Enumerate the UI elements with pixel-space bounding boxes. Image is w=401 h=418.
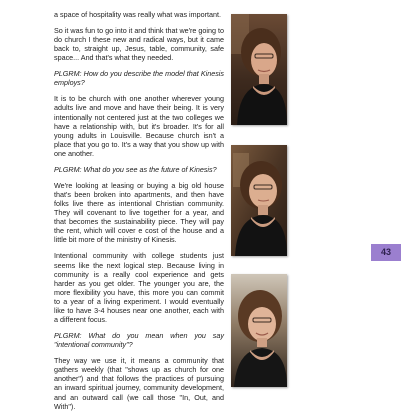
- interview-question-2: PLGRM: What do you see as the future of Kinesis?: [54, 164, 217, 174]
- portrait-2-image: [231, 145, 287, 256]
- interview-question-1: PLGRM: How do you describe the model that Kinesis employs?: [54, 69, 224, 88]
- interview-text-column: [54, 10, 224, 418]
- portrait-photo-1: [231, 14, 287, 125]
- paragraph-1: a space of hospitality was really what was important.: [54, 10, 221, 19]
- paragraph-3: It is to be church with one another wherever young adults live and move and have their being. It is very intentionally not centered just at the two colleges we have a relationship with, but it's broader. It's for all young adults in Louisville. Because church isn't a place that you go to. It's a way that you show up with one another.: [54, 94, 224, 158]
- paragraph-5: Intentional community with college students just seems like the next logical step. Because living in community is a really cool experience and gets harder as you get older. The younger you are, the more flexibility you have, this more you can commit to a year of a living experiment. I would eventually like to have 3-4 houses near one another, each with a different focus.: [54, 251, 224, 325]
- portrait-1-image: [231, 14, 287, 125]
- paragraph-2: So it was fun to go into it and think that we're going to do church I these new and radical ways, but it came back to, straight up, Jesus, table, community, safe space... And that's what they needed.: [54, 25, 224, 63]
- portrait-photo-2: [231, 145, 287, 256]
- paragraph-6: They way we use it, it means a community that gathers weekly (that "shows up as church for one another") and that follows the practices of pursuing an inward spiritual journey, community development, and an outward call (we call those "In, Out, and With").: [54, 356, 224, 411]
- paragraph-4: We're looking at leasing or buying a big old house that's been broken into apartments, and then have folks live there as intentional Christian community. They will covenant to live together for a year, and that becomes the sustainability piece. They will pay the rent, which will cover e cost of the house and a little bit more of the ministry of Kinesis.: [54, 180, 224, 245]
- portrait-3-image: [231, 274, 287, 387]
- page-number-tab: 43: [371, 244, 401, 261]
- interview-question-3: PLGRM: What do you mean when you say "intentional community"?: [54, 331, 224, 350]
- portrait-photo-3: [231, 274, 287, 387]
